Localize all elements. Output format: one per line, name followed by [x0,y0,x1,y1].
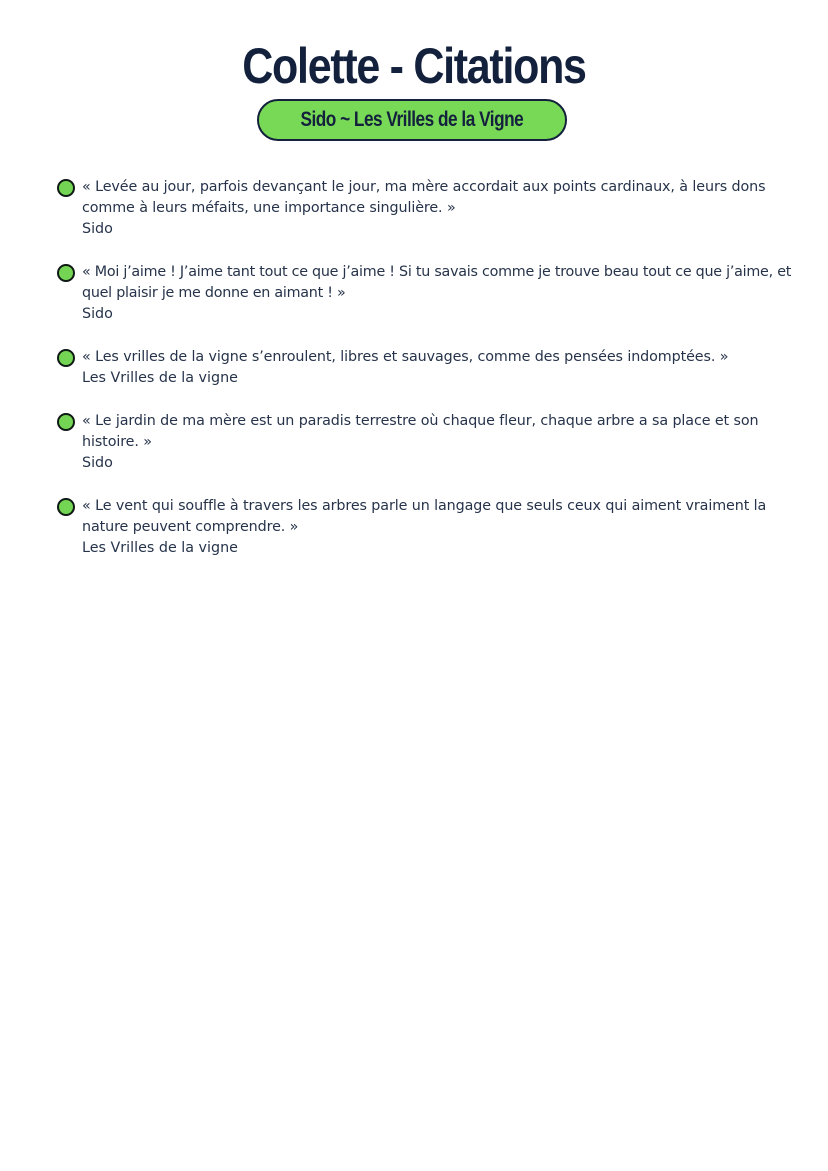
green-circle-bullet-icon [57,498,75,516]
quote-item [57,496,797,559]
quote-source: Les Vrilles de la vigne [82,370,238,386]
quote-source: Sido [82,455,113,471]
quote-item [57,177,797,240]
quote-item [57,262,797,325]
quote-text: « Le vent qui souffle à travers les arbres parle un langage que seuls ceux qui aiment vraiment la nature peuvent comprendre. » [82,498,767,535]
quote-text: « Les vrilles de la vigne s’enroulent, libres et sauvages, comme des pensées indomptées. » [82,349,729,365]
subtitle-label: Sido ~ Les Vrilles de la Vigne [300,108,524,131]
quote-item [57,411,797,474]
green-circle-bullet-icon [57,349,75,367]
page-header [0,36,828,96]
quote-item [57,347,797,389]
green-circle-bullet-icon [57,413,75,431]
quote-text: « Levée au jour, parfois devançant le jour, ma mère accordait aux points cardinaux, à leurs dons comme à leurs méfaits, une importance singulière. » [82,179,766,216]
page-title: Colette - Citations [242,38,586,94]
quote-text: « Moi j’aime ! J’aime tant tout ce que j’aime ! Si tu savais comme je trouve beau tout ce que j’aime, et quel plaisir je me donne en aimant ! » [82,264,792,301]
quote-source: Sido [82,221,113,237]
quote-source: Sido [82,306,113,322]
quote-source: Les Vrilles de la vigne [82,540,238,556]
green-circle-bullet-icon [57,264,75,282]
quote-text: « Le jardin de ma mère est un paradis terrestre où chaque fleur, chaque arbre a sa place et son histoire. » [82,413,759,450]
green-circle-bullet-icon [57,179,75,197]
subtitle-pill [257,99,567,141]
